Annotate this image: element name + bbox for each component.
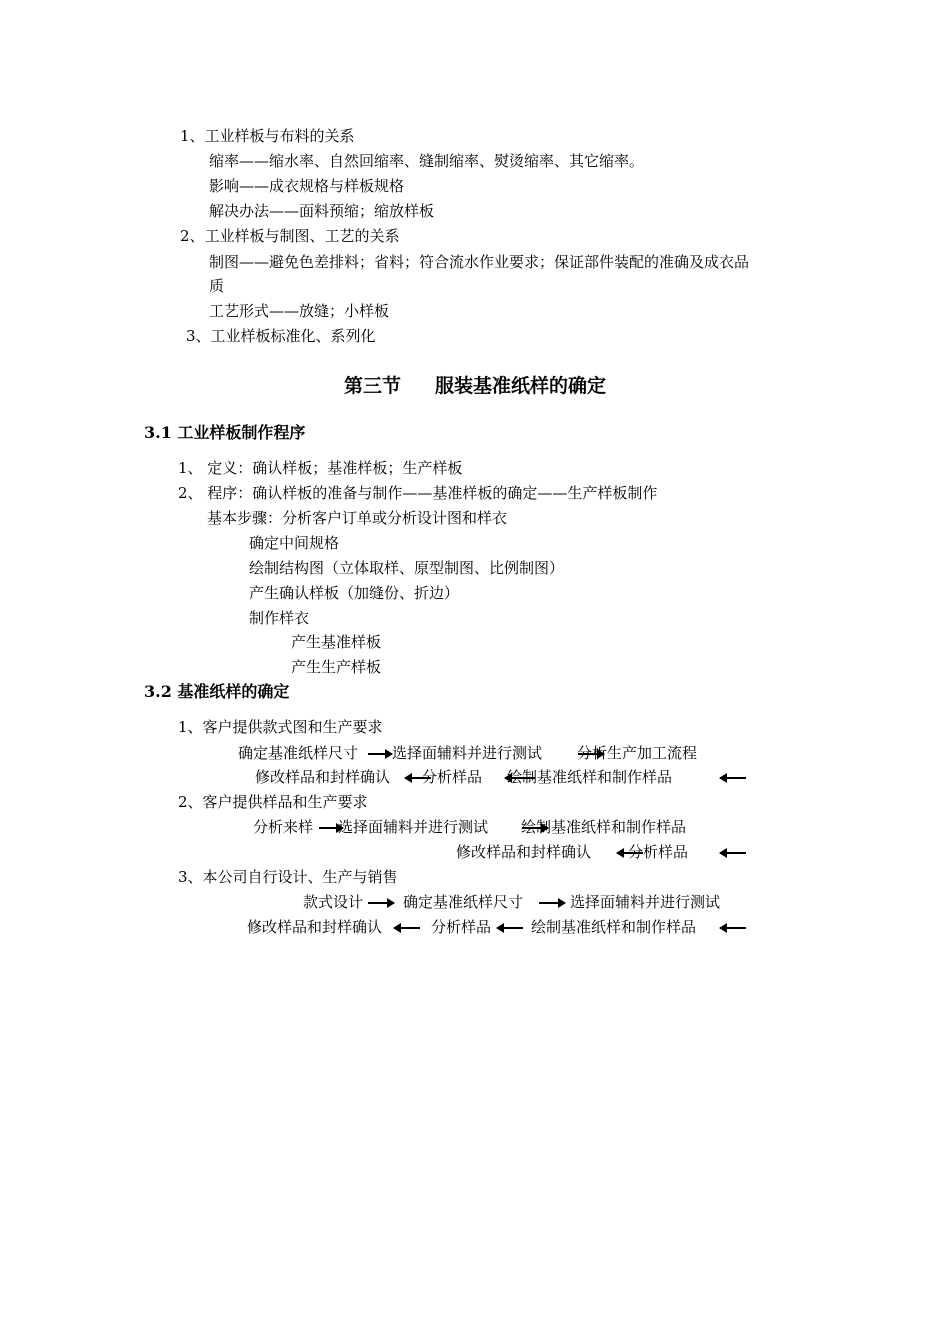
case-3-step-e: 分析样品: [431, 918, 492, 936]
s31-line-6: 产生确认样板（加缝份、折边）: [249, 584, 460, 602]
section-3-1-heading: 3.1 工业样板制作程序: [144, 423, 306, 442]
section-3-2-heading: 3.2 基准纸样的确定: [144, 682, 290, 701]
case-1-step-e: 分析样品: [422, 768, 483, 786]
s31-line-1: 1、 定义：确认样板；基准样板；生产样板: [178, 459, 463, 477]
arrow-left-icon: [394, 927, 420, 929]
intro-line-3: 影响——成衣规格与样板规格: [209, 177, 405, 195]
arrow-left-icon: [497, 927, 523, 929]
case-1-step-b: 选择面辅料并进行测试: [392, 744, 543, 762]
case-2-step-b: 选择面辅料并进行测试: [338, 818, 489, 836]
case-1-step-f: 绘制基准纸样和制作样品: [507, 768, 673, 786]
chapter-title: [0, 373, 950, 399]
case-3-step-d: 修改样品和封样确认: [247, 918, 383, 936]
intro-line-5: 2、工业样板与制图、工艺的关系: [180, 227, 400, 245]
s31-line-8: 产生基准样板: [291, 633, 382, 651]
case-2-step-d: 修改样品和封样确认: [456, 843, 592, 861]
case-1-step-a: 确定基准纸样尺寸: [238, 744, 359, 762]
arrow-right-icon: [368, 753, 392, 755]
case-3-step-a: 款式设计: [303, 893, 364, 911]
intro-line-2: 缩率——缩水率、自然回缩率、缝制缩率、熨烫缩率、其它缩率。: [209, 152, 645, 170]
arrow-right-icon: [539, 902, 565, 904]
case-2-step-a: 分析来样: [253, 818, 314, 836]
case-1-step-c: 分析生产加工流程: [577, 744, 698, 762]
s31-line-2: 2、 程序：确认样板的准备与制作——基准样板的确定——生产样板制作: [178, 484, 658, 502]
s31-line-7: 制作样衣: [249, 609, 310, 627]
case-2-title: 2、客户提供样品和生产要求: [178, 793, 368, 811]
case-3-title: 3、本公司自行设计、生产与销售: [178, 868, 398, 886]
intro-line-6: 制图——避免色差排料；省料；符合流水作业要求；保证部件装配的准确及成衣品: [209, 253, 750, 271]
chapter-number: 第三节: [343, 375, 401, 397]
chapter-name: 服装基准纸样的确定: [435, 375, 607, 397]
case-2-step-e: 分析样品: [628, 843, 689, 861]
case-3-step-f: 绘制基准纸样和制作样品: [531, 918, 697, 936]
case-1-title: 1、客户提供款式图和生产要求: [178, 718, 383, 736]
intro-line-4: 解决办法——面料预缩；缩放样板: [209, 202, 435, 220]
case-3-step-c: 选择面辅料并进行测试: [570, 893, 721, 911]
case-3-step-b: 确定基准纸样尺寸: [403, 893, 524, 911]
intro-line-8: 工艺形式——放缝；小样板: [209, 302, 390, 320]
arrow-left-icon: [720, 777, 746, 779]
s31-line-5: 绘制结构图（立体取样、原型制图、比例制图）: [249, 559, 565, 577]
case-1-step-d: 修改样品和封样确认: [255, 768, 391, 786]
intro-line-1: 1、工业样板与布料的关系: [180, 127, 355, 145]
arrow-left-icon: [720, 852, 746, 854]
intro-line-9: 3、工业样板标准化、系列化: [186, 327, 376, 345]
intro-line-7: 质: [209, 277, 225, 295]
s31-line-9: 产生生产样板: [291, 658, 382, 676]
arrow-left-icon: [720, 927, 746, 929]
s31-line-4: 确定中间规格: [249, 534, 340, 552]
s31-line-3: 基本步骤：分析客户订单或分析设计图和样衣: [207, 509, 508, 527]
case-2-step-c: 绘制基准纸样和制作样品: [521, 818, 687, 836]
arrow-right-icon: [368, 902, 394, 904]
